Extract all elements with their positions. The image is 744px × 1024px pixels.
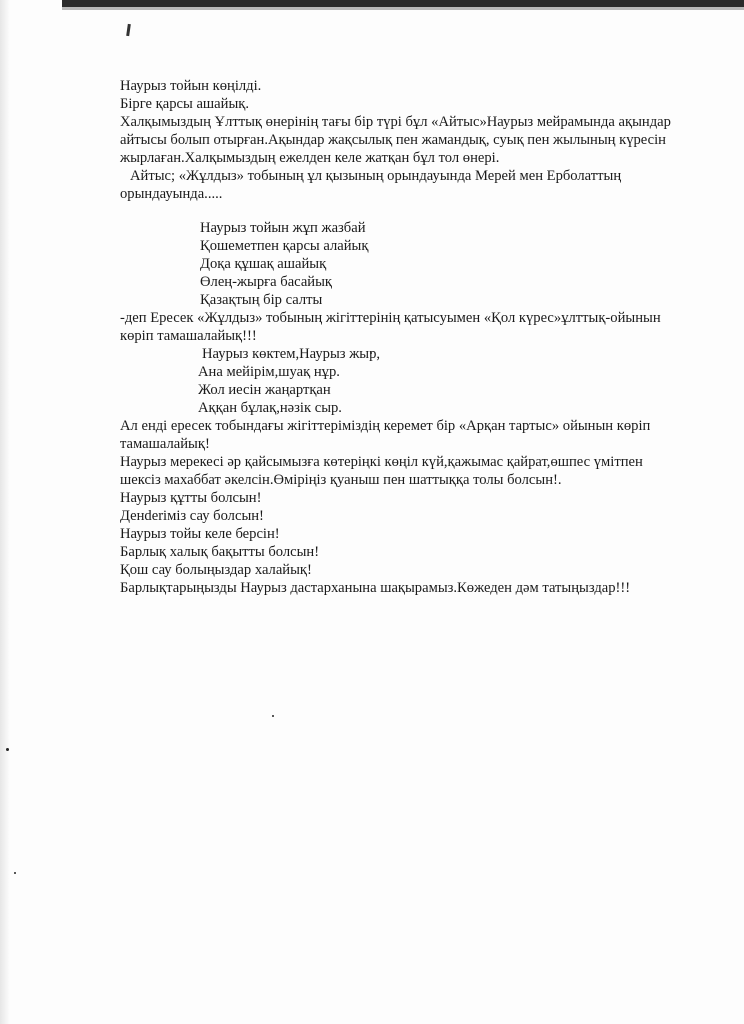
- scan-speck: [272, 715, 274, 717]
- paragraph-line: Барлықтарыңызды Наурыз дастарханына шақырамыз.Көжеден дәм татыңыздар!!!: [120, 580, 631, 596]
- poem-stanza-1: [120, 219, 680, 309]
- poem-line: Қазақтың бір салты: [200, 292, 323, 308]
- paragraph-line: Наурыз тойы келе берсін!: [120, 526, 280, 542]
- scan-speck: [14, 872, 16, 874]
- paragraph-line: айтысы болып отырған.Ақындар жақсылық пен жамандық, суық пен жылының күресін: [120, 132, 666, 148]
- paragraph-line: Бірге қарсы ашайық.: [120, 96, 249, 112]
- poem-line: Доқа құшақ ашайық: [200, 256, 327, 272]
- paragraph-line: Қош сау болыңыздар халайық!: [120, 562, 312, 578]
- poem-line: Аққан бұлақ,нәзік сыр.: [198, 400, 342, 416]
- poem-line: Жол иесін жаңартқан: [198, 382, 331, 398]
- paragraph-line: Барлық халық бақытты болсын!: [120, 544, 320, 560]
- scan-mark: [126, 24, 131, 36]
- paragraph-line: шексіз махаббат әкелсін.Өміріңіз қуаныш пен шаттыққа толы болсын!.: [120, 472, 562, 488]
- paragraph-line: тамашалайық!: [120, 436, 210, 452]
- paragraph-line: Халқымыздың Ұлттық өнерінің тағы бір түрі бұл «Айтыс»Наурыз мейрамында ақындар: [120, 114, 671, 130]
- poem-line: Өлең-жырға басайық: [200, 274, 333, 290]
- scan-left-shadow: [0, 0, 10, 1024]
- paragraph-line: жырлаған.Халқымыздың ежелден келе жатқан бұл тол өнері.: [120, 150, 500, 166]
- scan-top-edge: [62, 0, 744, 7]
- paragraph-line: Денderіміз сау болсын!: [120, 508, 264, 524]
- paragraph-line: Ал енді ересек тобындағы жігіттеріміздің керемет бір «Арқан тартыс» ойынын көріп: [120, 418, 651, 434]
- paragraph-line: Наурыз мерекесі әр қайсымызға көтеріңкі көңіл күй,қажымас қайрат,өшпес үмітпен: [120, 454, 643, 470]
- poem-line: Наурыз тойын жұп жазбай: [200, 220, 366, 236]
- document-body: [120, 77, 680, 597]
- paragraph-line: орындауында.....: [120, 186, 223, 202]
- poem-stanza-2: [120, 345, 680, 417]
- poem-line: Қошеметпен қарсы алайық: [200, 238, 369, 254]
- poem-line: Наурыз көктем,Наурыз жыр,: [202, 346, 381, 362]
- paragraph-line: көріп тамашалайық!!!: [120, 328, 257, 344]
- paragraph-line: Наурыз тойын көңілді.: [120, 78, 262, 94]
- paragraph-line: Наурыз құтты болсын!: [120, 490, 262, 506]
- paragraph-line: -деп Ересек «Жұлдыз» тобының жігіттерінің қатысуымен «Қол күрес»ұлттық-ойынын: [120, 310, 661, 326]
- scan-top-edge-fade: [62, 7, 744, 10]
- poem-line: Ана мейірім,шуақ нұр.: [198, 364, 340, 380]
- paragraph-line-indented: Айтыс; «Жұлдыз» тобының ұл қызының орындауында Мерей мен Ерболаттың: [130, 168, 622, 184]
- scan-speck: [6, 748, 9, 751]
